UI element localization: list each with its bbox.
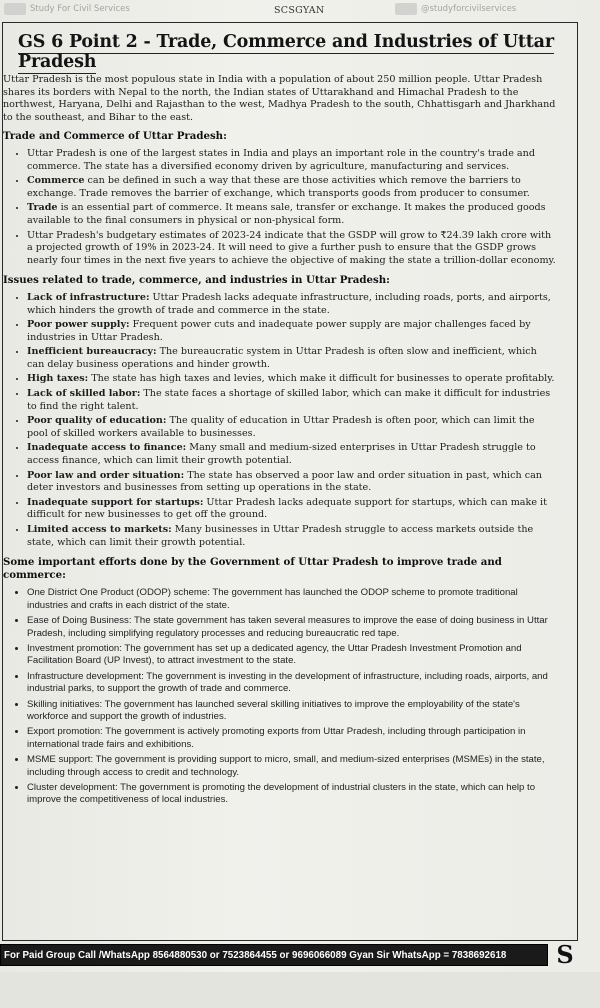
issue-item-term: Limited access to markets: xyxy=(27,524,172,535)
issue-item-text: The state has high taxes and levies, which make it difficult for businesses to operate profitably. xyxy=(88,373,555,385)
issue-item xyxy=(27,388,556,413)
trade-item-text: can be defined in such a way that these are those activities which remove the barriers to exchange. Trade removes the barrier of exchange, which transports goods from producer to consumer. xyxy=(27,175,530,199)
issue-item-text: Uttar Pradesh lacks adequate infrastructure, including roads, ports, and airports, which hinders the growth of trade and commerce in the state. xyxy=(27,291,551,316)
section-trade-heading: Trade and Commerce of Uttar Pradesh: xyxy=(3,130,227,143)
bottom-margin xyxy=(0,972,600,1008)
effort-item: • One District One Product (ODOP) scheme: The government has launched the ODOP scheme to promote traditional industries and crafts in each district of the state. xyxy=(27,586,556,612)
trade-item xyxy=(27,202,556,227)
header-right-watermark xyxy=(395,3,516,15)
page-title: GS 6 Point 2 - Trade, Commerce and Industries of Uttar Pradesh xyxy=(18,32,554,72)
issue-item xyxy=(27,346,556,371)
intro-paragraph: Uttar Pradesh is the most populous state in India with a population of about 250 million people. Uttar Pradesh shares its borders with Nepal to the north, the Indian states of Uttarakhand and Himachal Pradesh to the northwest, Haryana, Delhi and Rajasthan to the west, Madhya Pradesh to the south, Chhattisgarh and Jharkhand to the southeast, and Bihar to the east. xyxy=(3,74,556,123)
section-efforts-heading: Some important efforts done by the Government of Uttar Pradesh to improve trade and commerce: xyxy=(3,556,502,581)
issue-item xyxy=(27,292,556,317)
trade-item xyxy=(27,230,556,268)
main-content xyxy=(3,74,556,814)
trade-item-term: Trade xyxy=(27,202,58,214)
issue-item-term: Inadequate support for startups: xyxy=(27,496,204,508)
issue-item-term: Lack of infrastructure: xyxy=(27,291,150,303)
issue-item-term: High taxes: xyxy=(27,373,89,385)
section-issues-heading: Issues related to trade, commerce, and industries in Uttar Pradesh: xyxy=(3,274,390,287)
watermark-logo-icon xyxy=(4,3,26,15)
trade-item-text: Uttar Pradesh's budgetary estimates of 2023-24 indicate that the GSDP will grow to ₹24.39 lakh crore with a projected growth of 19% in 2023-24. It will need to give a further push to ensure that the GSDP grows nearly four times in the next five years to achieve the objective of making the state a trillion-dollar economy. xyxy=(27,229,556,266)
effort-item: • Cluster development: The government is promoting the development of industrial clusters in the state, which can help to improve the competitiveness of local industries. xyxy=(27,781,556,807)
issue-item-term: Inefficient bureaucracy: xyxy=(27,346,157,358)
issue-item xyxy=(27,415,556,440)
issue-item-text: The quality of education in Uttar Pradesh is often poor, which can limit the pool of skilled workers available to businesses. xyxy=(27,415,535,439)
left-watermark-text: Study For Civil Services xyxy=(30,4,130,14)
instagram-icon xyxy=(395,3,417,15)
header-left-watermark xyxy=(4,3,130,15)
efforts-list xyxy=(3,586,556,807)
header-center-text: SCSGYAN xyxy=(274,5,325,16)
issue-item-text: Uttar Pradesh lacks adequate support for startups, which can make it difficult for new businesses to get off the ground. xyxy=(27,496,547,521)
trade-item xyxy=(27,148,556,173)
footer-s-logo: S xyxy=(556,940,574,969)
page-header xyxy=(0,0,600,22)
issue-item xyxy=(27,497,556,522)
trade-item-text: is an essential part of commerce. It means sale, transfer or exchange. It makes the produced goods available to the final consumers in physical or non-physical form. xyxy=(27,202,546,226)
effort-item: • MSME support: The government is providing support to micro, small, and medium-sized enterprises (MSMEs) in the state, including through access to credit and technology. xyxy=(27,753,556,779)
issue-item-term: Poor quality of education: xyxy=(27,415,167,427)
issue-item-term: Lack of skilled labor: xyxy=(27,388,141,400)
effort-item: • Ease of Doing Business: The state government has taken several measures to improve the ease of doing business in Uttar Pradesh, including simplifying regulatory processes and reducing bureaucratic red tape. xyxy=(27,614,556,640)
effort-item: • Infrastructure development: The government is investing in the development of infrastructure, including roads, airports, and industrial parks, to support the growth of trade and commerce. xyxy=(27,670,556,696)
issue-item xyxy=(27,470,556,495)
effort-item: • Export promotion: The government is actively promoting exports from Uttar Pradesh, including through participation in international trade fairs and exhibitions. xyxy=(27,725,556,751)
issue-item-text: Frequent power cuts and inadequate power supply are major challenges faced by industries in Uttar Pradesh. xyxy=(27,319,531,343)
trade-item xyxy=(27,175,556,200)
effort-item: • Investment promotion: The government has set up a dedicated agency, the Uttar Pradesh Investment Promotion and Facilitation Board (UP Invest), to attract investment to the state. xyxy=(27,642,556,668)
trade-commerce-list xyxy=(3,148,556,267)
issue-item-text: The state faces a shortage of skilled labor, which can make it difficult for industries to find the right talent. xyxy=(27,388,551,412)
issue-item xyxy=(27,524,556,549)
issue-item xyxy=(27,442,556,467)
issue-item-text: Many businesses in Uttar Pradesh struggle to access markets outside the state, which can limit their growth potential. xyxy=(27,524,534,548)
contact-footer-banner: For Paid Group Call /WhatsApp 8564880530 or 7523864455 or 9696066089 Gyan Sir WhatsApp = 7838692618 xyxy=(0,944,548,966)
issue-item xyxy=(27,373,556,386)
effort-item: • Skilling initiatives: The government has launched several skilling initiatives to improve the employability of the state's workforce and support the growth of industries. xyxy=(27,698,556,724)
right-watermark-text: @studyforcivilservices xyxy=(421,4,517,14)
issue-item-term: Inadequate access to finance: xyxy=(27,442,187,454)
trade-item-term: Commerce xyxy=(27,175,85,187)
issue-item-text: Many small and medium-sized enterprises in Uttar Pradesh struggle to access finance, which can limit their growth potential. xyxy=(27,442,536,467)
issue-item-text: The state has observed a poor law and order situation in past, which can deter investors and businesses from setting up operations in the state. xyxy=(27,469,542,494)
issue-item-text: The bureaucratic system in Uttar Pradesh is often slow and inefficient, which can delay business operations and hinder growth. xyxy=(27,346,537,370)
issues-list xyxy=(3,292,556,549)
issue-item-term: Poor law and order situation: xyxy=(27,469,185,481)
issue-item xyxy=(27,319,556,344)
trade-item-text: Uttar Pradesh is one of the largest states in India and plays an important role in the country's trade and commerce. The state has a diversified economy driven by agriculture, manufacturing and services. xyxy=(27,147,535,172)
issue-item-term: Poor power supply: xyxy=(27,319,130,331)
